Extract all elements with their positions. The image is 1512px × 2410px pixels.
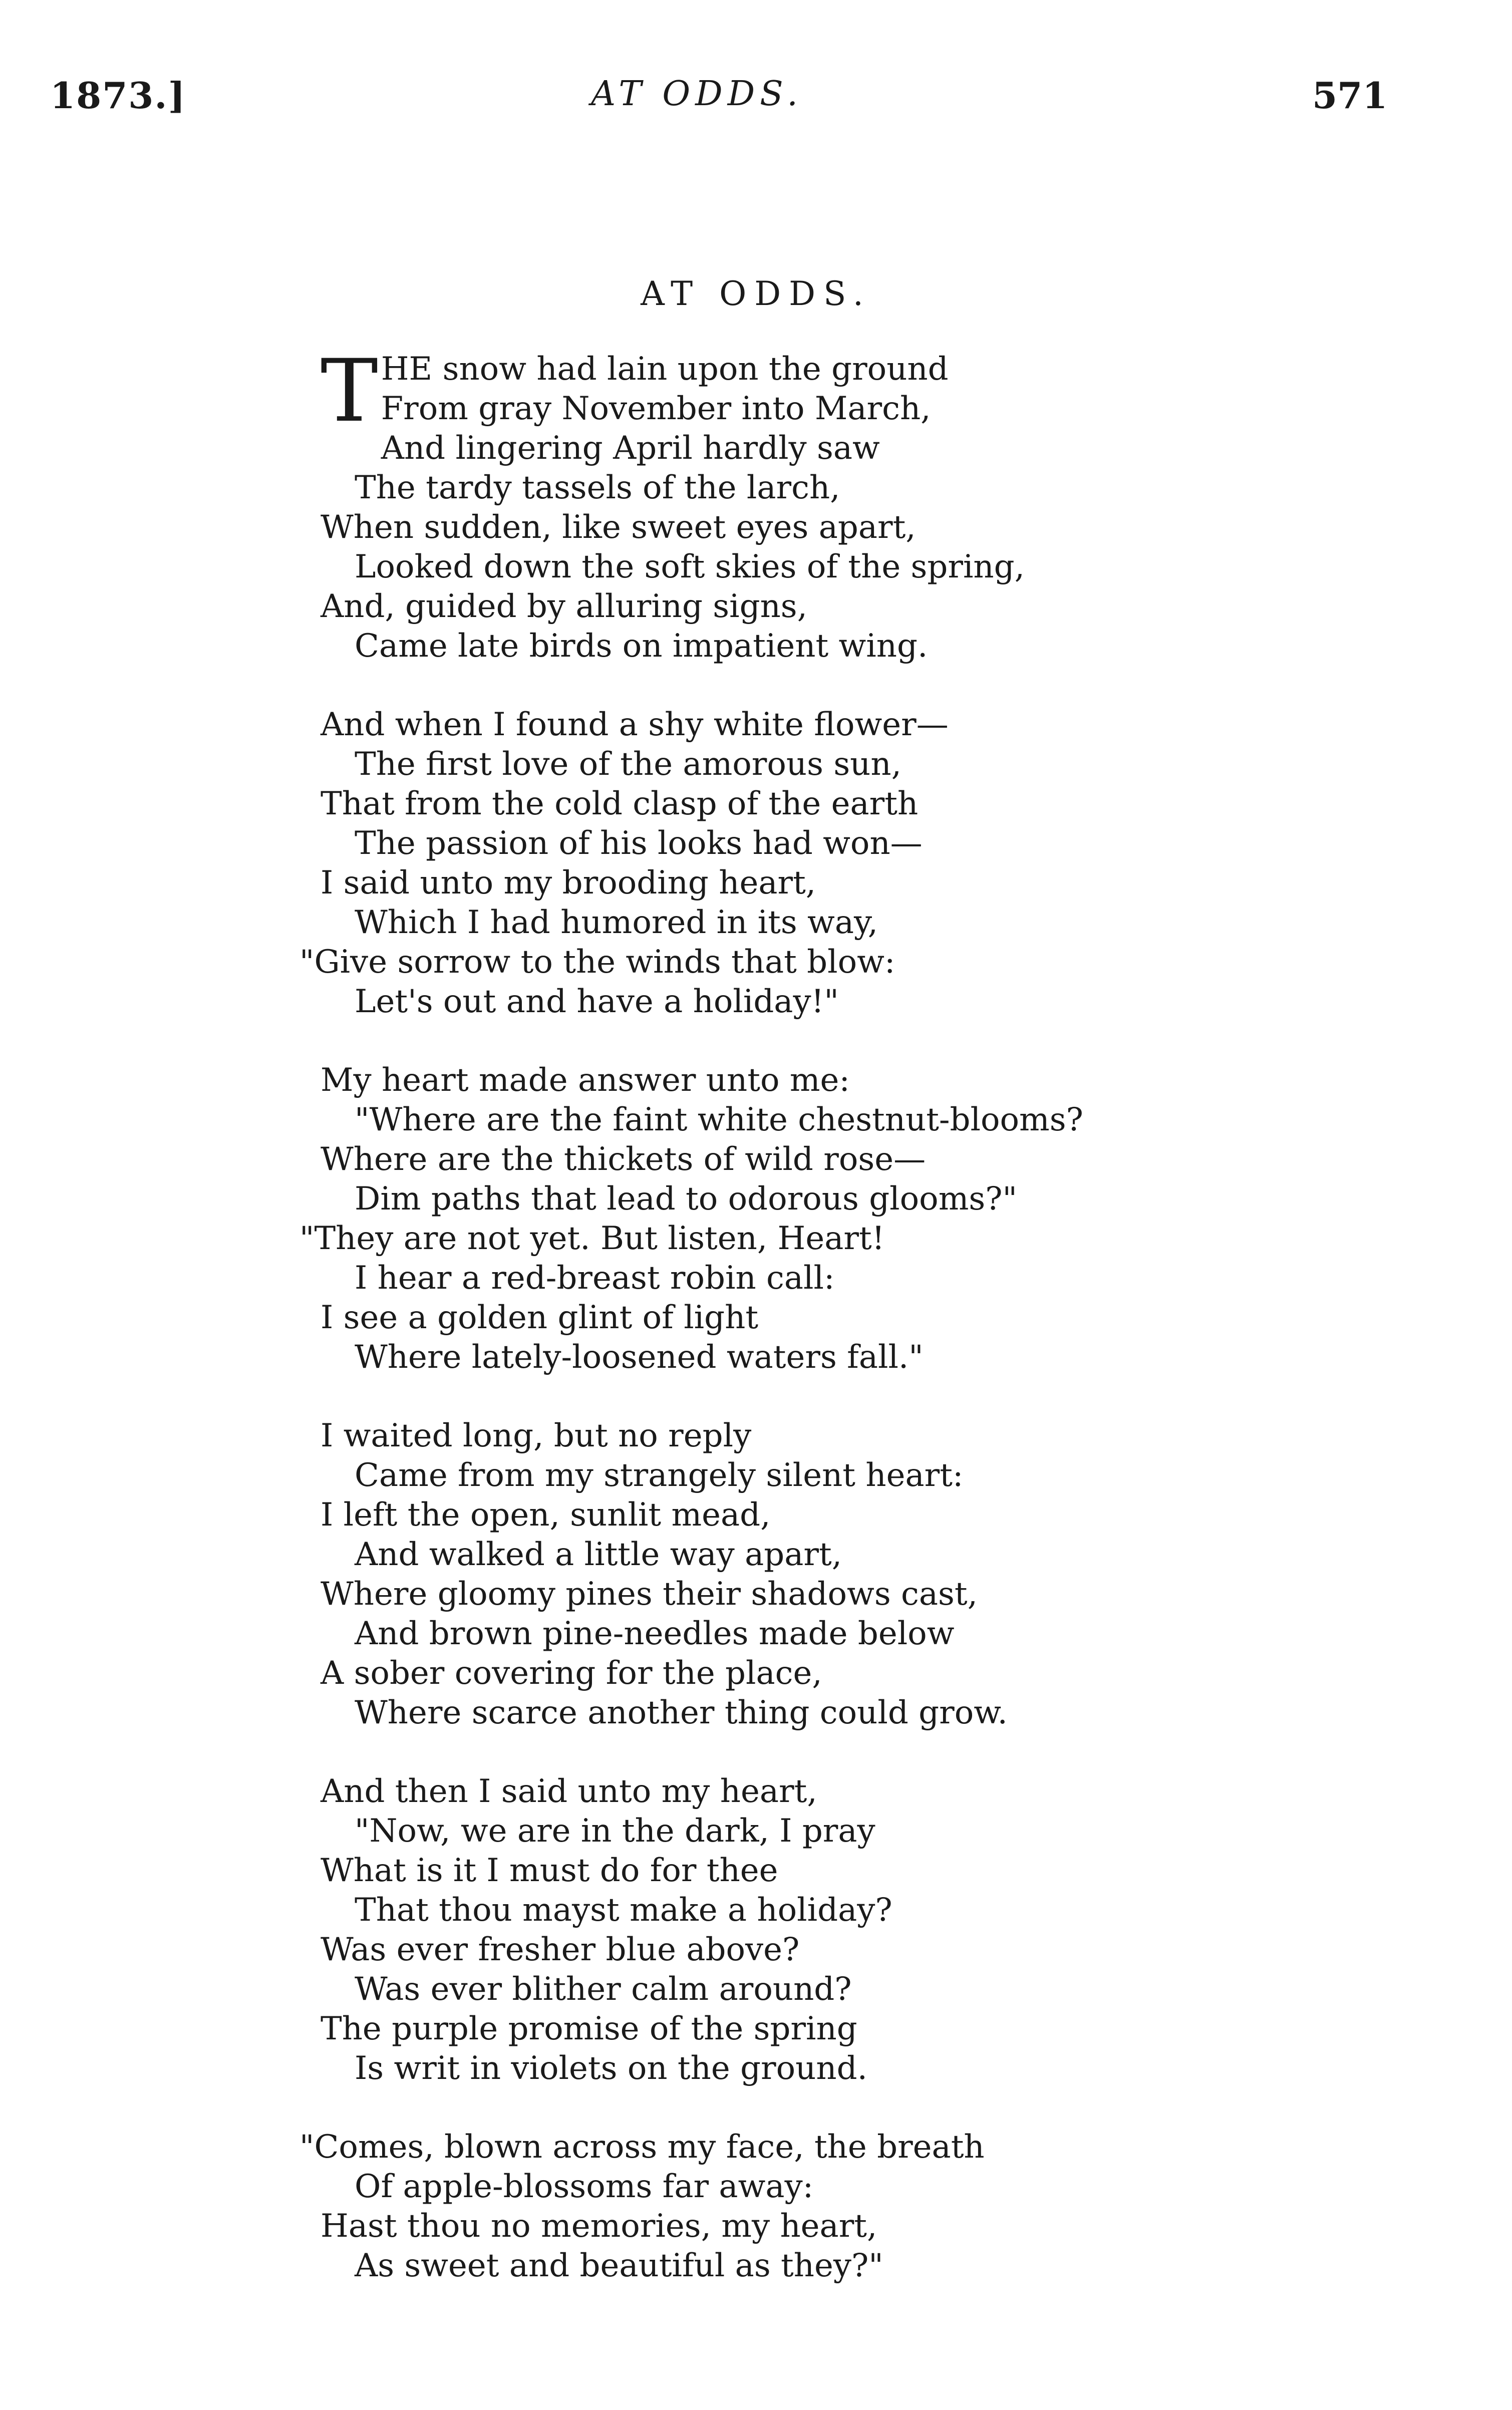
poem-line: I left the open, sunlit mead, — [321, 1496, 771, 1534]
poem-line: Hast thou no memories, my heart, — [321, 2208, 877, 2245]
stanza — [321, 1416, 1472, 1733]
poem-line: "Where are the faint white chestnut-blooms? — [355, 1101, 1083, 1138]
poem-line: "Comes, blown across my face, the breath — [299, 2129, 985, 2166]
poem-line: I said unto my brooding heart, — [321, 864, 816, 901]
poem-body — [299, 341, 1472, 2325]
poem-line: Which I had humored in its way, — [355, 904, 878, 941]
poem-line: And walked a little way apart, — [355, 1536, 842, 1573]
stanza — [321, 1772, 1472, 2088]
poem-line: Was ever blither calm around? — [355, 1971, 852, 2008]
header-year: 1873.] — [50, 74, 186, 117]
poem-line: From gray November into March, — [381, 390, 931, 427]
poem-line: Was ever fresher blue above? — [321, 1931, 800, 1968]
stanza — [299, 1061, 1472, 1377]
poem-line: My heart made answer unto me: — [321, 1062, 850, 1099]
poem-line: Where gloomy pines their shadows cast, — [321, 1576, 978, 1613]
poem-line: The tardy tassels of the larch, — [355, 469, 840, 506]
poem-line: Let's out and have a holiday!" — [355, 983, 839, 1020]
header-running-title: AT ODDS. — [591, 74, 803, 114]
page-number: 571 — [1312, 74, 1388, 117]
stanza — [321, 341, 1472, 666]
drop-cap: T — [321, 341, 378, 441]
poem-line: "Now, we are in the dark, I pray — [355, 1813, 875, 1850]
stanza — [299, 2128, 1472, 2286]
poem-title: AT ODDS. — [641, 274, 871, 313]
poem-line: And when I found a shy white flower— — [321, 706, 949, 743]
poem-line: HE snow had lain upon the ground — [381, 351, 949, 388]
poem-line: As sweet and beautiful as they?" — [355, 2247, 883, 2284]
poem-line: Where are the thickets of wild rose— — [321, 1141, 926, 1178]
poem-line: Looked down the soft skies of the spring, — [355, 548, 1025, 585]
poem-line: That from the cold clasp of the earth — [321, 785, 919, 822]
running-head — [0, 74, 1512, 119]
poem-line: And, guided by alluring signs, — [321, 588, 807, 625]
poem-line: The purple promise of the spring — [321, 2010, 857, 2047]
poem-line: Of apple-blossoms far away: — [355, 2168, 814, 2205]
poem-line: Came from my strangely silent heart: — [355, 1457, 964, 1494]
stanza — [299, 705, 1472, 1022]
poem-line: That thou mayst make a holiday? — [355, 1892, 892, 1929]
poem-line: I hear a red-breast robin call: — [355, 1260, 835, 1297]
poem-line: And then I said unto my heart, — [321, 1773, 817, 1810]
poem-line: Came late birds on impatient wing. — [355, 628, 928, 665]
poem-line: A sober covering for the place, — [321, 1655, 822, 1692]
poem-line: "They are not yet. But listen, Heart! — [299, 1220, 885, 1257]
poem-line: The first love of the amorous sun, — [355, 746, 901, 783]
poem-line: Is writ in violets on the ground. — [355, 2050, 867, 2087]
poem-line: I waited long, but no reply — [321, 1417, 752, 1454]
poem-line: And brown pine-needles made below — [355, 1615, 955, 1652]
poem-line: I see a golden glint of light — [321, 1299, 759, 1336]
poem-line: "Give sorrow to the winds that blow: — [299, 944, 895, 981]
poem-line: And lingering April hardly saw — [381, 430, 880, 467]
poem-line: The passion of his looks had won— — [355, 825, 923, 862]
poem-line: When sudden, like sweet eyes apart, — [321, 509, 916, 546]
poem-line: What is it I must do for thee — [321, 1852, 778, 1889]
poem-line: Where lately-loosened waters fall." — [355, 1339, 924, 1376]
poem-line: Where scarce another thing could grow. — [355, 1694, 1008, 1731]
poem-line: Dim paths that lead to odorous glooms?" — [355, 1180, 1017, 1218]
